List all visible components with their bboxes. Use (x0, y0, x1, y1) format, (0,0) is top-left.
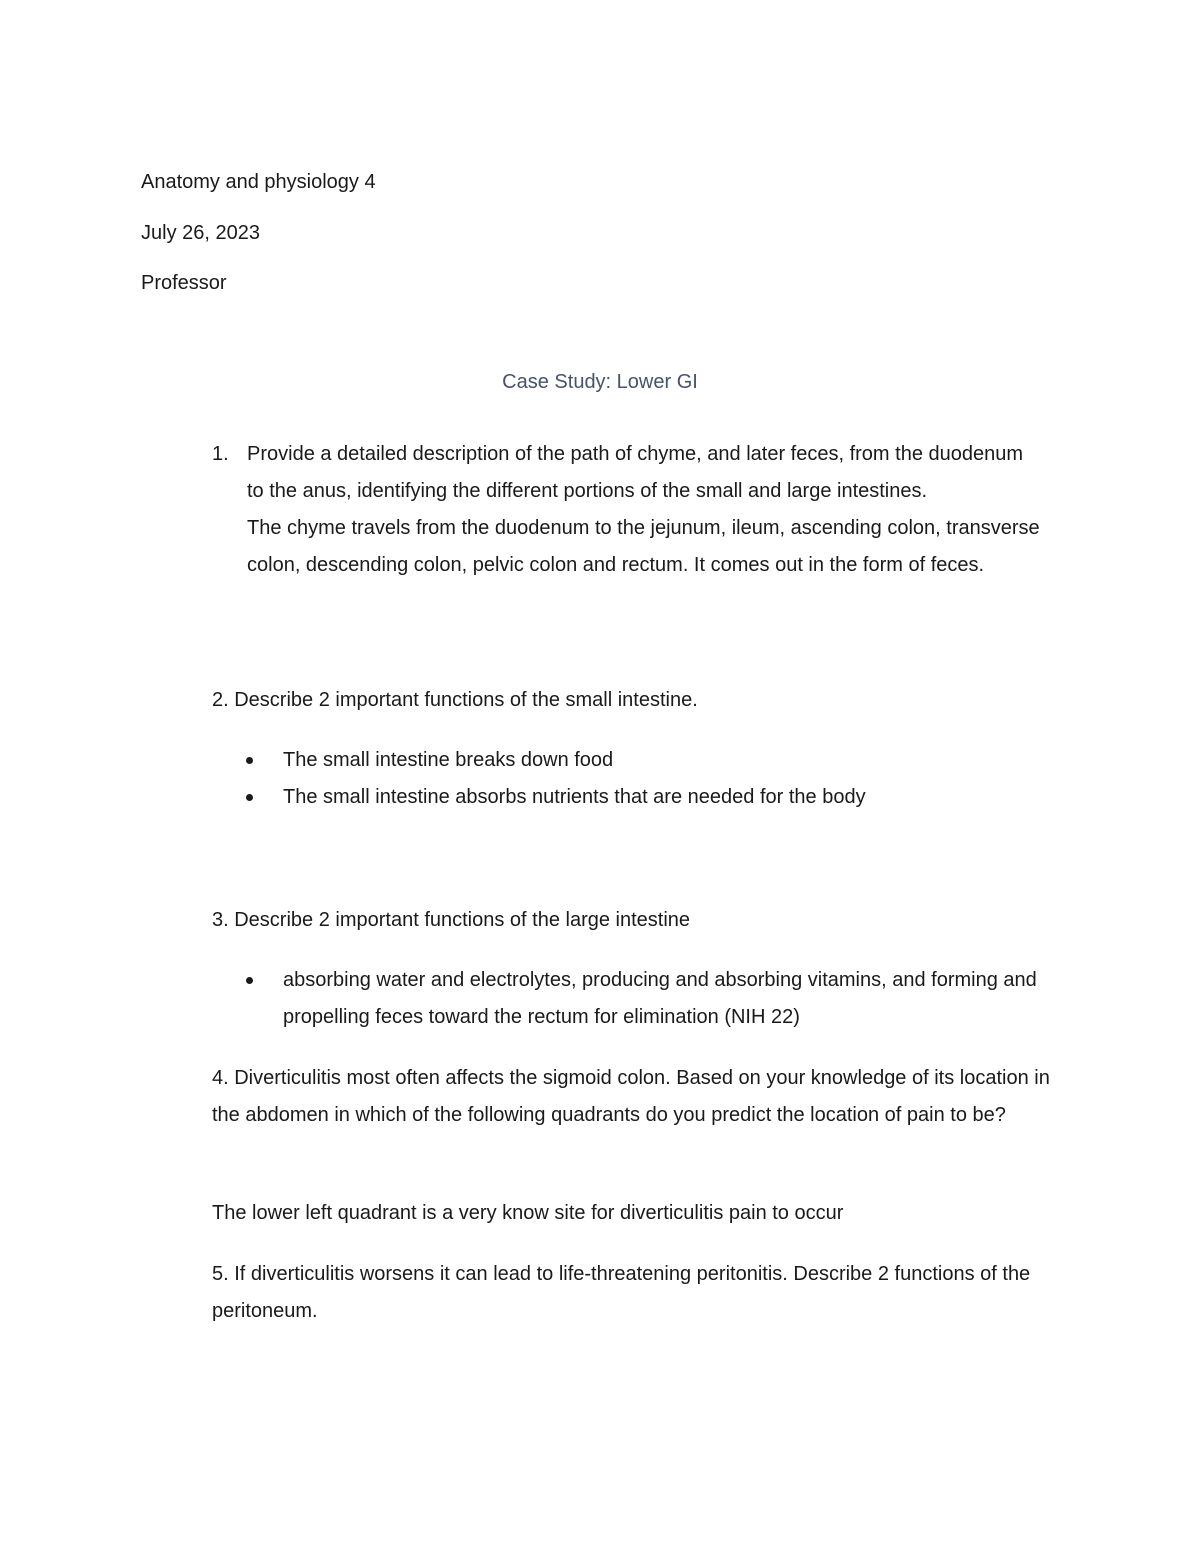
question-2-text: 2. Describe 2 important functions of the small intestine. (212, 689, 698, 711)
list-item (246, 779, 866, 816)
list-item (246, 742, 866, 779)
question-4-text: 4. Diverticulitis most often affects the sigmoid colon. Based on your knowledge of its location in the abdomen in which of the following quadrants do you predict the location of pain to be? (212, 1067, 1050, 1126)
list-item-text: The small intestine absorbs nutrients that are needed for the body (283, 786, 866, 808)
bullet-icon (246, 794, 253, 801)
document-date: July 26, 2023 (141, 222, 260, 244)
list-item (246, 962, 1066, 1036)
question-1-text: Provide a detailed description of the path of chyme, and later feces, from the duodenum to the anus, identifying the different portions of the small and large intestines. (247, 443, 1024, 502)
question-4-answer: The lower left quadrant is a very know site for diverticulitis pain to occur (212, 1202, 844, 1224)
bullet-icon (246, 757, 253, 764)
question-1 (212, 436, 1042, 584)
list-item-text: The small intestine breaks down food (283, 749, 614, 771)
bullet-icon (246, 977, 253, 984)
question-5-text: 5. If diverticulitis worsens it can lead to life-threatening peritonitis. Describe 2 functions of the peritoneum. (212, 1263, 1031, 1322)
instructor-name: Professor (141, 272, 227, 294)
course-name: Anatomy and physiology 4 (141, 171, 376, 193)
question-2-answer-list (246, 742, 866, 816)
question-3-answer-list (246, 962, 1066, 1036)
question-3-text: 3. Describe 2 important functions of the large intestine (212, 909, 691, 931)
document-title: Case Study: Lower GI (502, 371, 698, 393)
question-1-number: 1. (212, 443, 229, 465)
list-item-text: absorbing water and electrolytes, producing and absorbing vitamins, and forming and propelling feces toward the rectum for elimination (NIH 22) (283, 969, 1037, 1028)
question-1-answer: The chyme travels from the duodenum to the jejunum, ileum, ascending colon, transverse colon, descending colon, pelvic colon and rectum. It comes out in the form of feces. (247, 517, 1040, 576)
